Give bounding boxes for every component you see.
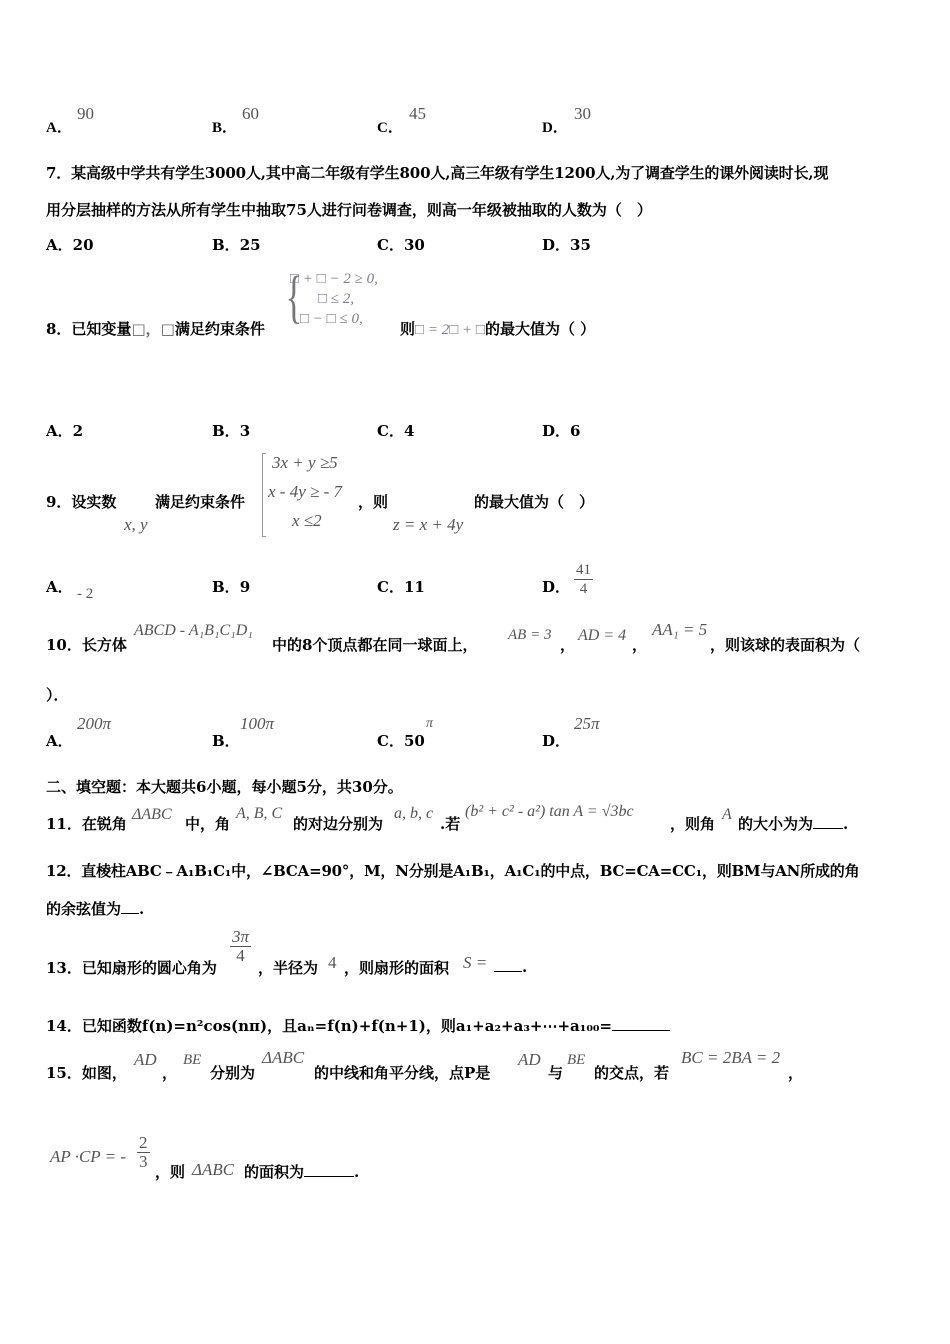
q13-var: S = <box>463 953 488 972</box>
q10-option-a[interactable] <box>46 730 73 751</box>
q8-suffix: 的最大值为（ ） <box>484 320 596 338</box>
q10-suffix: ，则该球的表面积为（ <box>710 636 861 654</box>
q9-objective: z = x + 4y <box>393 515 464 534</box>
q9-option-c[interactable] <box>377 576 425 597</box>
q15-t2: 的中线和角平分线，点P是 <box>314 1064 491 1082</box>
option-value: 3 <box>239 422 251 440</box>
option-letter: A． <box>46 236 73 254</box>
q10-mid: 中的8个顶点都在同一球面上， <box>272 636 478 654</box>
q15-dot-product: AP ·CP = - <box>50 1147 127 1166</box>
q8-constraint-2: □ ≤ 2, <box>318 291 355 307</box>
option-letter: C． <box>377 422 404 440</box>
q7-line1: 7．某高级中学共有学生3000人,其中高二年级有学生800人,高三年级有学生1200人,为了调查学生的课外阅读时长,现 <box>46 164 829 182</box>
q15-fraction <box>137 1134 150 1171</box>
q12-end: . <box>139 900 145 918</box>
option-letter: D． <box>542 578 571 596</box>
q11-t2: 的对边分别为 <box>293 815 384 833</box>
q11-formula: (b² + c² - a²) tan A = √3bc <box>465 803 634 820</box>
q15-t7-wrap <box>244 1161 359 1182</box>
option-value: 50 <box>403 732 425 750</box>
option-letter: B． <box>212 120 238 136</box>
q15-condition: BC = 2BA = 2 <box>681 1048 781 1067</box>
q6-option-d-value: 30 <box>574 104 591 123</box>
q13-radius: 4 <box>328 953 337 972</box>
q8-stem-prefix <box>46 318 265 339</box>
option-letter: C． <box>377 578 404 596</box>
q11-prefix: 11．在锐角 <box>46 815 127 833</box>
q7-option-a[interactable] <box>46 234 94 255</box>
q11-t1: 中，角 <box>185 815 231 833</box>
q14-text: 14．已知函数f(n)=n²cos(nπ)，且aₙ=f(n)+f(n+1)，则a₁+a₂+a₃+⋯+a₁₀₀= <box>46 1017 613 1035</box>
q8-variables: □，□ <box>131 320 175 338</box>
q8-objective: □ = 2□ + □ <box>415 322 485 338</box>
q8-prefix: 8．已知变量 <box>46 320 132 338</box>
q6-option-c[interactable] <box>377 116 403 137</box>
q13-angle-fraction <box>230 928 251 965</box>
q13-end: . <box>522 958 528 976</box>
q10-line2: ）． <box>46 686 69 704</box>
q11-triangle: ΔABC <box>132 806 172 823</box>
option-letter: C． <box>377 236 404 254</box>
option-letter: C． <box>377 732 404 750</box>
answer-blank[interactable] <box>304 1162 354 1177</box>
fraction-denominator: 4 <box>236 946 245 965</box>
option-value: 11 <box>403 578 425 596</box>
q9-then: ，则 <box>358 493 389 511</box>
q7-line2: 用分层抽样的方法从所有学生中抽取75人进行问卷调查，则高一年级被抽取的人数为（ ） <box>46 201 652 219</box>
q6-option-b-value: 60 <box>242 104 259 123</box>
q10-option-a-value: 200π <box>77 714 112 733</box>
q11-t4: ，则角 <box>670 815 716 833</box>
q8-stem-suffix <box>400 318 595 339</box>
q15-triangle-2: ΔABC <box>192 1160 235 1179</box>
q6-option-c-value: 45 <box>409 104 426 123</box>
option-letter: D． <box>542 120 568 136</box>
q11-t5 <box>738 813 848 834</box>
q9-vars: x, y <box>124 515 148 534</box>
answer-blank[interactable] <box>494 957 522 972</box>
q9-constraint-2: x - 4y ≥ - 7 <box>268 482 342 501</box>
q9-option-a[interactable] <box>46 576 73 597</box>
q11-angle-a: A <box>722 806 732 823</box>
q7-option-d[interactable] <box>542 234 591 255</box>
q15-be: BE <box>183 1052 202 1068</box>
option-letter: A． <box>46 578 73 596</box>
q14 <box>46 1015 670 1036</box>
q8-option-c[interactable] <box>377 420 414 441</box>
option-letter: A． <box>46 732 73 750</box>
q13-t2: ，则扇形的面积 <box>344 959 450 977</box>
q15-prefix: 15．如图， <box>46 1064 127 1082</box>
q10-solid: ABCD - A₁B₁C₁D₁ <box>134 622 253 639</box>
q6-option-d[interactable] <box>542 116 568 137</box>
q9-option-d[interactable] <box>542 576 570 597</box>
q8-option-a[interactable] <box>46 420 83 441</box>
option-value: 2 <box>72 422 84 440</box>
q10-option-c-pi: π <box>426 716 434 731</box>
q10-prefix: 10．长方体 <box>46 636 127 654</box>
option-letter: B． <box>212 422 240 440</box>
q9-option-d-fraction <box>574 561 593 598</box>
option-letter: B． <box>212 578 240 596</box>
q8-brace: { <box>285 264 303 329</box>
q13-t1: ，半径为 <box>258 959 319 977</box>
q15-ad: AD <box>134 1050 157 1069</box>
q6-option-a-value: 90 <box>77 104 94 123</box>
option-letter: D． <box>542 422 571 440</box>
option-value: 20 <box>72 236 94 254</box>
q15-triangle: ΔABC <box>262 1048 305 1067</box>
q11-sides: a, b, c <box>394 805 434 822</box>
q10-comma-2: ， <box>632 636 648 654</box>
q15-comma: ， <box>162 1064 178 1082</box>
q10-option-b[interactable] <box>212 730 240 751</box>
q15-ad-2: AD <box>518 1050 541 1069</box>
q10-cond-ab: AB = 3 <box>508 627 552 643</box>
option-value: 6 <box>570 422 581 440</box>
q11-t3: .若 <box>440 815 461 833</box>
q8-option-d[interactable] <box>542 420 580 441</box>
option-letter: D． <box>542 236 571 254</box>
q9-constraint-1: 3x + y ≥5 <box>272 453 338 472</box>
fraction-numerator: 2 <box>139 1133 148 1152</box>
q8-constraint-1: □ + □ − 2 ≥ 0, <box>290 271 378 287</box>
q9-prefix: 9．设实数 <box>46 493 117 511</box>
q10-option-d-value: 25π <box>574 714 600 733</box>
q7-option-b[interactable] <box>212 234 261 255</box>
option-letter: D． <box>542 732 571 750</box>
q9-mid: 满足约束条件 <box>155 493 246 511</box>
q10-cond-aa1: AA₁ = 5 <box>652 620 708 639</box>
q12-line1: 12．直棱柱ABC﹣A₁B₁C₁中，∠BCA=90°，M，N分别是A₁B₁，A₁C₁的中点，BC=CA=CC₁，则BM与AN所成的角 <box>46 862 860 880</box>
fraction-numerator: 3π <box>232 927 250 946</box>
option-letter: A． <box>46 120 72 136</box>
q8-then: 则 <box>400 320 416 338</box>
option-letter: C． <box>377 120 403 136</box>
fraction-denominator: 3 <box>139 1152 148 1171</box>
q15-t7: 的面积为 <box>244 1163 305 1181</box>
q8-mid: 满足约束条件 <box>174 320 265 338</box>
answer-blank[interactable] <box>121 899 139 914</box>
q6-option-b[interactable] <box>212 116 237 137</box>
q15-t4: 的交点，若 <box>594 1064 670 1082</box>
q15-be-2: BE <box>567 1052 586 1068</box>
answer-blank[interactable] <box>612 1016 670 1031</box>
q12-line2-text: 的余弦值为 <box>46 900 122 918</box>
q8-option-b[interactable] <box>212 420 250 441</box>
option-letter: B． <box>212 236 240 254</box>
option-letter: B． <box>212 732 240 750</box>
option-value: 9 <box>239 578 251 596</box>
q9-brace <box>262 453 266 537</box>
q8-constraint-3: □ − □ ≤ 0, <box>300 311 363 327</box>
q15-t6: ，则 <box>155 1163 186 1181</box>
fraction-denominator: 4 <box>579 581 588 597</box>
q9-constraint-3: x ≤2 <box>292 511 322 530</box>
q10-comma-1: ， <box>560 636 576 654</box>
q11-angles: A, B, C <box>236 805 283 822</box>
q6-option-a[interactable] <box>46 116 72 137</box>
q12-line2 <box>46 898 144 919</box>
q15-t5: ， <box>788 1064 804 1082</box>
q13-blank-end <box>494 957 527 976</box>
answer-blank[interactable] <box>813 814 843 829</box>
option-value: 30 <box>403 236 425 254</box>
q13-prefix: 13．已知扇形的圆心角为 <box>46 959 217 977</box>
q15-t3: 与 <box>548 1064 564 1082</box>
option-value: 35 <box>570 236 591 254</box>
q10-cond-ad: AD = 4 <box>578 627 627 644</box>
q9-option-b[interactable] <box>212 576 250 597</box>
q10-option-b-value: 100π <box>240 714 275 733</box>
q7-option-c[interactable] <box>377 234 425 255</box>
section-heading: 二、填空题：本大题共6小题，每小题5分，共30分。 <box>46 778 403 796</box>
fraction-numerator: 41 <box>576 562 591 578</box>
q10-option-c[interactable] <box>377 730 425 751</box>
option-value: 25 <box>239 236 261 254</box>
q9-suffix: 的最大值为（ ） <box>474 493 595 511</box>
q15-end: . <box>354 1163 360 1181</box>
q9-option-a-value: - 2 <box>77 586 94 602</box>
option-value: 4 <box>403 422 415 440</box>
q11-end: . <box>843 815 849 833</box>
q10-option-d[interactable] <box>542 730 570 751</box>
option-letter: A． <box>46 422 73 440</box>
q15-t1: 分别为 <box>210 1064 256 1082</box>
q11-t5-text: 的大小为为 <box>738 815 814 833</box>
